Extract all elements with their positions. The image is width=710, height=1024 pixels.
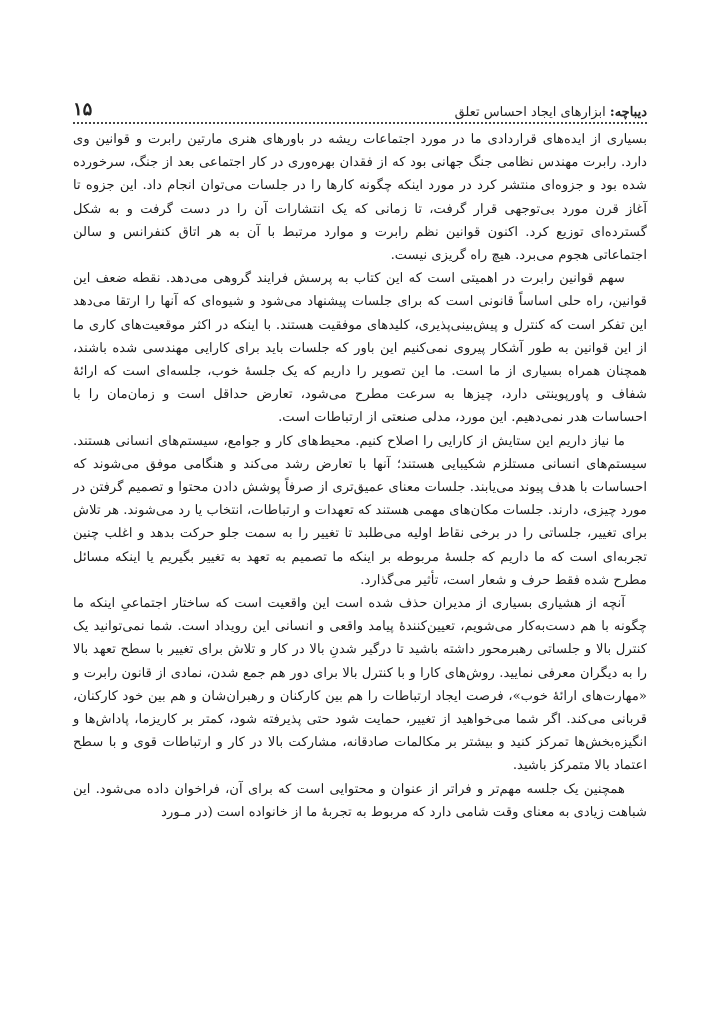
paragraph-4: آنچه از هشیاری بسیاری از مدیران حذف شده است این واقعیت است که ساختار اجتماعیِ اینکه ما چگونه با هم دست‌به‌کار می‌شویم، تعیین‌کنندهٔ پیامد واقعی و انسانی این رویداد است. شما نمی‌توانید یک کنترل بالا و جلساتی رهبرمحور داشته باشید تا درگیر شدنِ بالا در کار و تلاش برای تغییر با سطح تعهد بالا را به دیگران معرفی نمایید. روش‌های کارا و با کنترل بالا برای دور هم جمع شدن، نمادی از قانون رابرت و «مهارت‌های ارائهٔ خوب»، فرصت ایجاد ارتباطات را هم بین کارکنان و رهبران‌شان و هم بین خود کارکنان، قربانی می‌کند. اگر شما می‌خواهید از تغییر، حمایت شود حتی پذیرفته شود، کمتر بر کاریزما، پاداش‌ها و انگیزه‌بخش‌ها تمرکز کنید و بیشتر بر مکالمات صادقانه، مشارکت بالا در کار و ارتباطات قوی و با سطح اعتماد بالا متمرکز باشید.: [73, 596, 647, 774]
paragraph-1: بسیاری از ایده‌های قراردادی ما در مورد اجتماعات ریشه در باورهای هنری مارتین رابرت و قوانین وی دارد. رابرت مهندس نظامی جنگ جهانی بود که از فقدان بهره‌وری در کار اجتماعی بعد از جنگ، سرخورده شده بود و جزوه‌ای منتشر کرد در مورد اینکه چگونه کارها را در جلسات می‌توان انجام داد. این جزوه تا آغاز قرن مورد بی‌توجهی قرار گرفت، تا زمانی که یک انتشارات آن را در دست گرفت و به شکل گسترده‌ای توزیع کرد. اکنون قوانین نظم رابرت و موارد مرتبط با آن به هر اتاق کنفرانس و سالن اجتماعاتی هجوم می‌برد. هیچ راه گریزی نیست.: [73, 132, 647, 264]
running-header: [73, 92, 647, 120]
header-divider: [73, 122, 647, 124]
page-number: ۱۵: [73, 99, 93, 120]
paragraph-5: همچنین یک جلسه مهم‌تر و فراتر از عنوان و محتوایی است که برای آن، فراخوان داده می‌شود. این شباهت زیادی به معنای وقت شامی دارد که مربوط به تجربهٔ ما از خانواده است (در مـورد: [73, 781, 647, 820]
paragraph-3: ما نیاز داریم این ستایش از کارایی را اصلاح کنیم. محیط‌های کار و جوامع، سیستم‌های انسانی هستند. سیستم‌های انسانی مستلزم شکیبایی هستند؛ آنها با تعارض رشد می‌کند و هنگامی موفق می‌شوند که احساسات با هدف پیوند می‌یابند. جلسات معنای عمیق‌تری از صرفاً پوشش دادن محتوا و تصمیم گرفتن در مورد چیزی، دارند. جلسات مکان‌های مهمی هستند که تعهدات و ارتباطات، انتخاب یا رد می‌شوند. هر تلاش برای تغییر، جلساتی را در برخی نقاط اولیه می‌طلبد تا تغییر را به سمت جلو حرکت بدهد و اغلب چنین تجربه‌ای است که ما داریم که جلسهٔ مربوطه بر اینکه ما تصمیم به تعهد به تغییر بگیریم یا اینکه مسائل مطرح شده فقط حرف و شعار است، تأثیر می‌گذارد.: [73, 433, 647, 588]
body-text: [73, 128, 647, 824]
paragraph-2: سهم قوانین رابرت در اهمیتی است که این کتاب به پرسش فرایند گروهی می‌دهد. نقطه ضعف این قوانین، راه حلی اساساً قانونی است که برای جلسات پیشنهاد می‌شود و شیوه‌ای که آنها را ارتقا می‌دهد این تفکر است که کنترل و پیش‌بینی‌پذیری، کلیدهای موفقیت هستند. با اینکه در اکثر موقعیت‌های کاری ما از این قوانین به طور آشکار پیروی نمی‌کنیم این باور که جلسات باید برای کارایی مهندسی شده باشند، همچنان همراه بسیاری از ما است. ما این تصویر را داریم که یک جلسهٔ خوب، جلسه‌ای است که ارائهٔ شفاف و پاورپوینتی دارد، چیزها به سرعت مطرح می‌شود، تعارض حداقل است و زمان‌مان را با احساسات هدر نمی‌دهیم. این مورد، مدلی صنعتی از ارتباطات است.: [73, 271, 647, 426]
chapter-label: دیباچه:: [609, 105, 647, 120]
running-title: [455, 105, 647, 120]
chapter-subtitle: ابزارهای ایجاد احساس تعلق: [454, 105, 606, 120]
